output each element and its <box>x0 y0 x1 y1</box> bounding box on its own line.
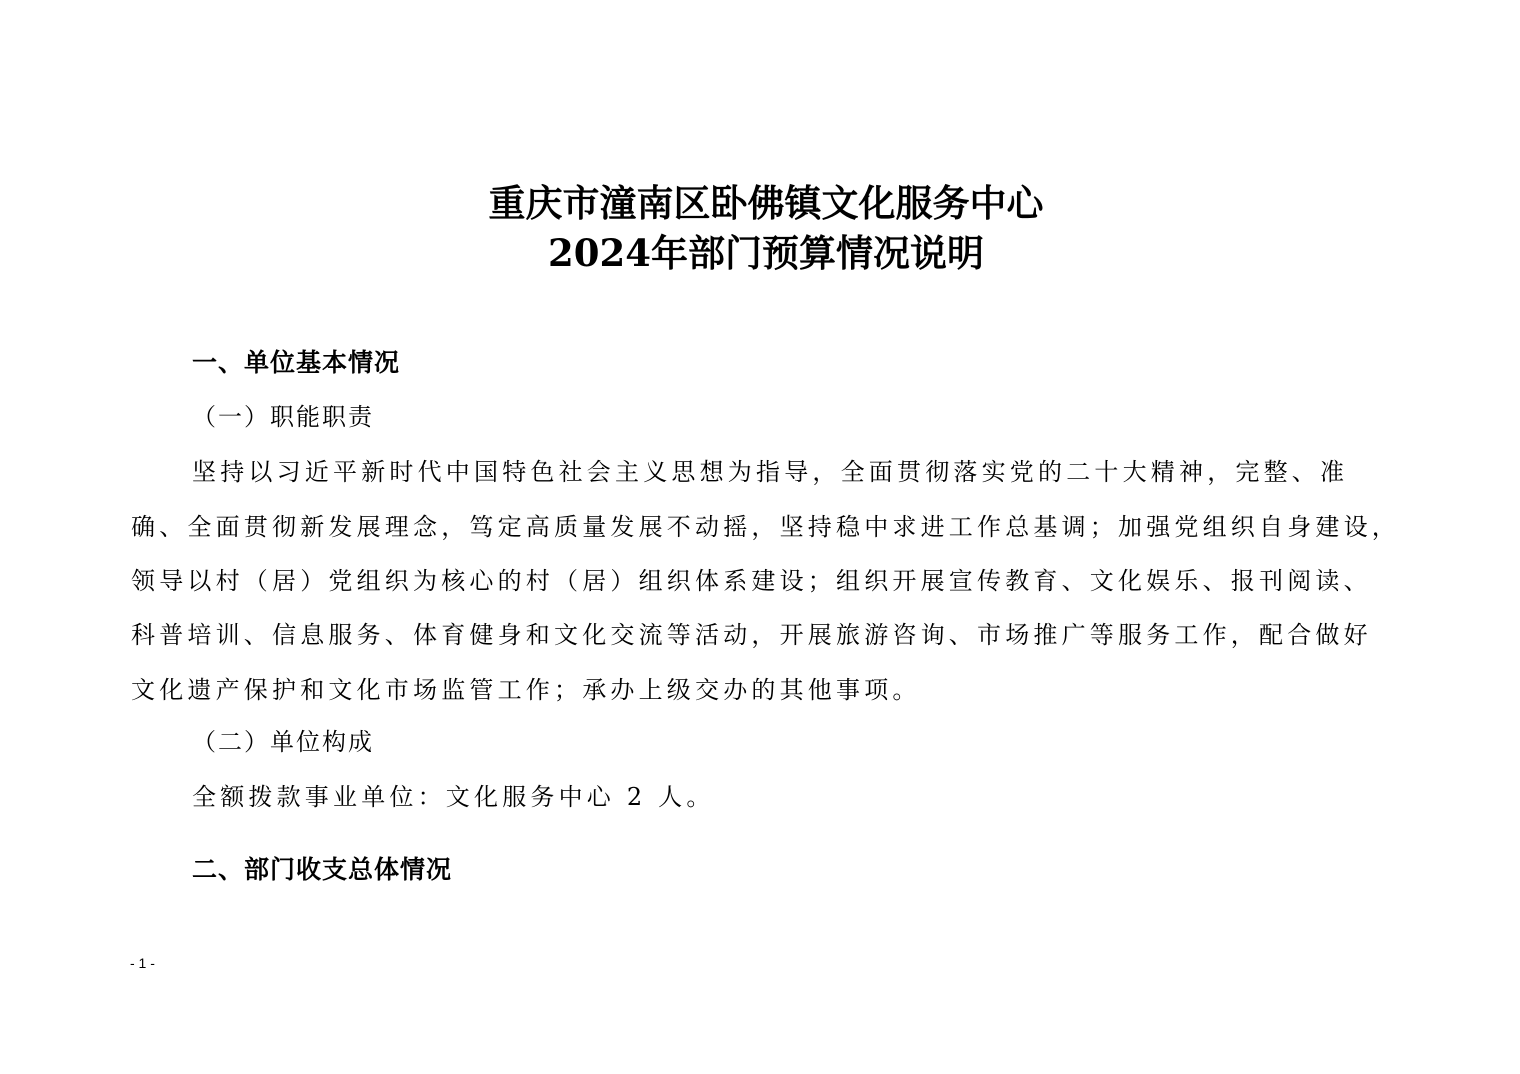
subsection-heading-composition: （二）单位构成 <box>192 728 374 756</box>
composition-text: 全额拨款事业单位：文化服务中心 2 人。 <box>192 783 715 811</box>
title-line-2: 2024年部门预算情况说明 <box>548 231 984 275</box>
section-heading-unit-basics: 一、单位基本情况 <box>192 348 401 377</box>
duties-paragraph-line: 文化遗产保护和文化市场监管工作；承办上级交办的其他事项。 <box>131 676 921 704</box>
duties-paragraph-line: 科普培训、信息服务、体育健身和文化交流等活动，开展旅游咨询、市场推广等服务工作，配合做好 <box>131 621 1372 649</box>
duties-paragraph-line: 坚持以习近平新时代中国特色社会主义思想为指导，全面贯彻落实党的二十大精神，完整、准 <box>192 458 1349 486</box>
duties-paragraph-line: 领导以村（居）党组织为核心的村（居）组织体系建设；组织开展宣传教育、文化娱乐、报刊阅读、 <box>131 567 1372 595</box>
title-line-1: 重庆市潼南区卧佛镇文化服务中心 <box>488 181 1044 225</box>
duties-paragraph-line: 确、全面贯彻新发展理念，笃定高质量发展不动摇，坚持稳中求进工作总基调；加强党组织自身建设， <box>131 513 1400 541</box>
subsection-heading-duties: （一）职能职责 <box>192 403 374 431</box>
document-title <box>0 178 1520 278</box>
section-heading-budget-overview: 二、部门收支总体情况 <box>192 855 453 884</box>
page-number: - 1 - <box>130 955 155 971</box>
